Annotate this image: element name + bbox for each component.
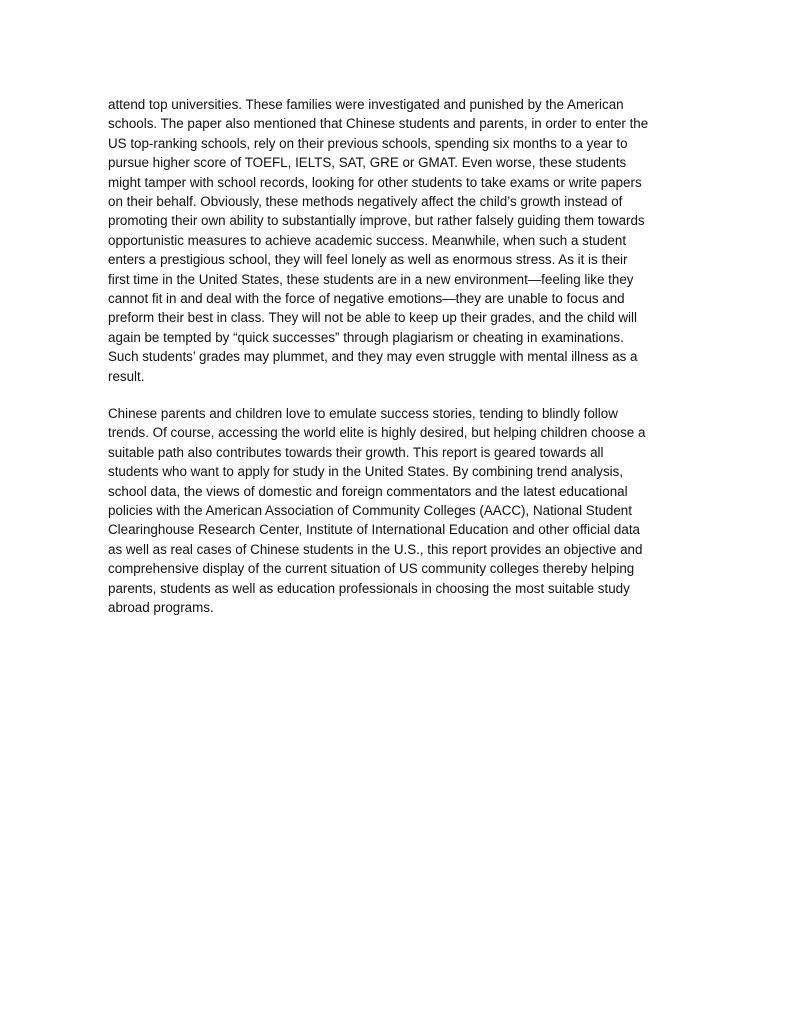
text-line: schools. The paper also mentioned that Chinese students and parents, in order to enter the: [108, 116, 649, 132]
text-line: policies with the American Association of Community Colleges (AACC), National Student: [108, 503, 632, 519]
text-line: cannot fit in and deal with the force of negative emotions—they are unable to focus and: [108, 291, 625, 307]
text-line: comprehensive display of the current situation of US community colleges thereby helping: [108, 561, 635, 577]
text-line: pursue higher score of TOEFL, IELTS, SAT, GRE or GMAT. Even worse, these students: [108, 155, 627, 171]
text-line: preform their best in class. They will not be able to keep up their grades, and the child will: [108, 310, 637, 326]
text-line: US top-ranking schools, rely on their previous schools, spending six months to a year to: [108, 135, 628, 151]
text-line: promoting their own ability to substantially improve, but rather falsely guiding them towards: [108, 213, 645, 229]
text-line: again be tempted by “quick successes” through plagiarism or cheating in examinations.: [108, 329, 624, 345]
text-line: as well as real cases of Chinese students in the U.S., this report provides an objective and: [108, 541, 643, 557]
text-line: suitable path also contributes towards their growth. This report is geared towards all: [108, 444, 604, 460]
text-line: on their behalf. Obviously, these methods negatively affect the child’s growth instead of: [108, 194, 623, 210]
text-line: attend top universities. These families were investigated and punished by the American: [108, 97, 624, 112]
text-line: trends. Of course, accessing the world elite is highly desired, but helping children choose a: [108, 425, 646, 441]
paragraph-report-overview: [108, 404, 688, 617]
text-line: first time in the United States, these students are in a new environment—feeling like they: [108, 271, 634, 287]
text-line: result.: [108, 368, 145, 384]
text-line: Chinese parents and children love to emulate success stories, tending to blindly follow: [108, 406, 618, 421]
text-line: opportunistic measures to achieve academic success. Meanwhile, when such a student: [108, 232, 627, 248]
text-line: enters a prestigious school, they will feel lonely as well as enormous stress. As it is their: [108, 252, 628, 268]
text-line: students who want to apply for study in the United States. By combining trend analysis,: [108, 464, 624, 480]
text-line: Such students’ grades may plummet, and they may even struggle with mental illness as a: [108, 349, 638, 365]
text-line: abroad programs.: [108, 600, 214, 616]
text-line: parents, students as well as education professionals in choosing the most suitable study: [108, 580, 630, 596]
text-line: school data, the views of domestic and foreign commentators and the latest educational: [108, 483, 628, 499]
paragraph-admissions-fraud: [108, 95, 688, 386]
text-line: Clearinghouse Research Center, Institute of International Education and other official data: [108, 522, 640, 538]
text-line: might tamper with school records, looking for other students to take exams or write papers: [108, 174, 642, 190]
